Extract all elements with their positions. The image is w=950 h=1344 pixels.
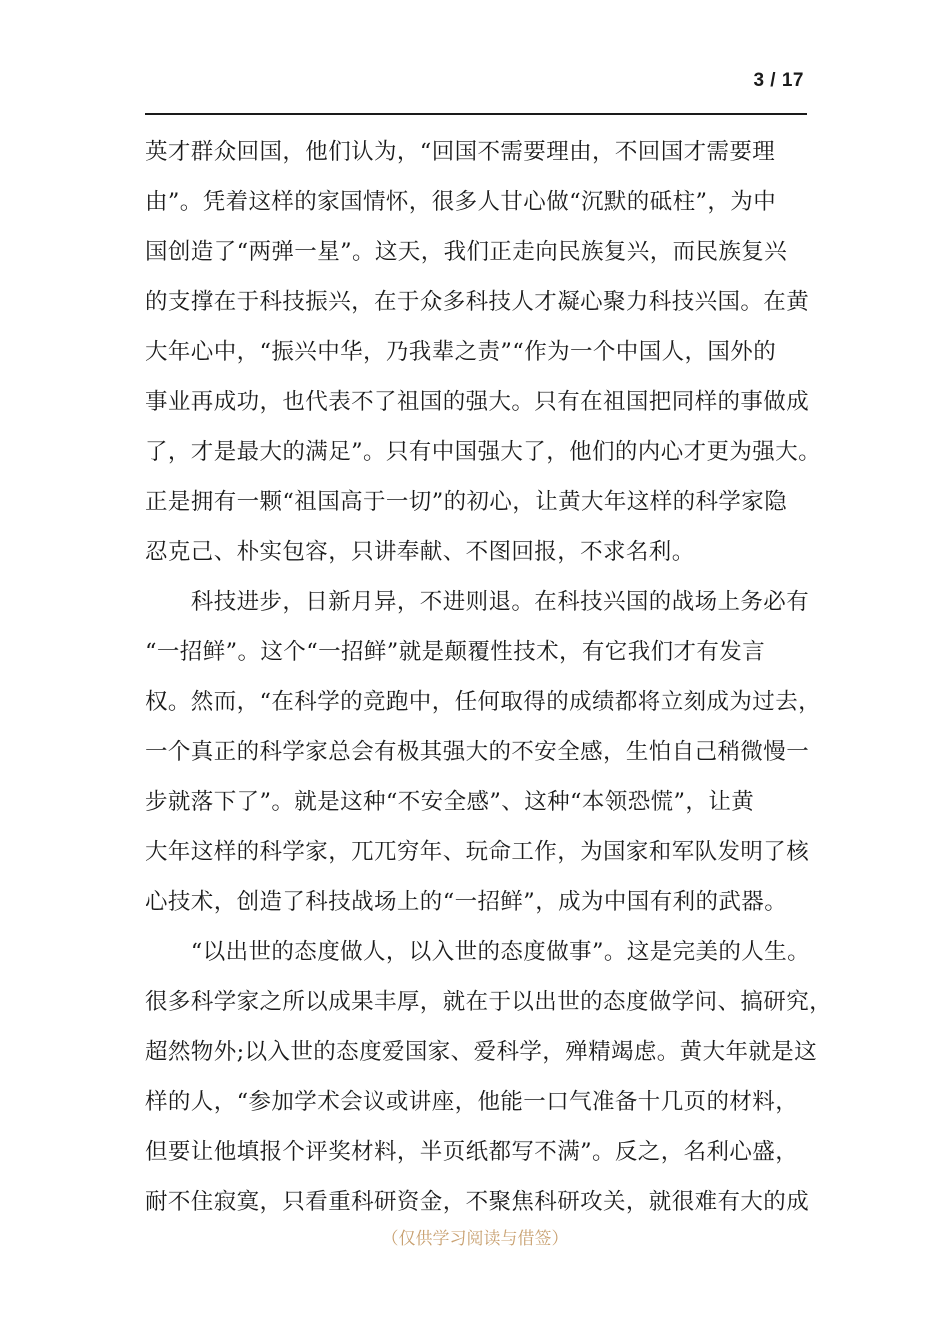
text-line: “以出世的态度做人，以入世的态度做事”。这是完美的人生。 <box>145 939 811 965</box>
page-number: 3 / 17 <box>753 70 804 91</box>
text-line: 心技术，创造了科技战场上的“一招鲜”，成为中国有利的武器。 <box>145 889 788 915</box>
text-line: 科技进步，日新月异，不进则退。在科技兴国的战场上务必有 <box>145 589 810 615</box>
text-line: 权。然而，“在科学的竞跑中，任何取得的成绩都将立刻成为过去， <box>145 689 822 715</box>
text-line: 超然物外;以入世的态度爱国家、爱科学，殚精竭虑。黄大年就是这 <box>145 1039 818 1065</box>
text-line: 步就落下了”。就是这种“不安全感”、这种“本领恐慌”，让黄 <box>145 789 755 815</box>
text-line: 一个真正的科学家总会有极其强大的不安全感，生怕自己稍微慢一 <box>145 739 810 765</box>
text-line: 忍克己、朴实包容，只讲奉献、不图回报，不求名利。 <box>145 539 695 565</box>
text-line: 国创造了“两弹一星”。这天，我们正走向民族复兴，而民族复兴 <box>145 239 788 265</box>
footer-note: （仅供学习阅读与借签） <box>381 1229 569 1249</box>
text-line: 了，才是最大的满足”。只有中国强大了，他们的内心才更为强大。 <box>145 439 822 465</box>
text-line: “一招鲜”。这个“一招鲜”就是颠覆性技术，有它我们才有发言 <box>145 639 766 665</box>
text-line: 样的人，“参加学术会议或讲座，他能一口气准备十几页的材料， <box>145 1089 799 1115</box>
header-divider <box>145 113 807 115</box>
text-line: 大年心中，“振兴中华，乃我辈之责”“作为一个中国人，国外的 <box>145 339 777 365</box>
text-line: 正是拥有一颗“祖国高于一切”的初心，让黄大年这样的科学家隐 <box>145 489 788 515</box>
text-line: 耐不住寂寞，只看重科研资金，不聚焦科研攻关，就很难有大的成 <box>145 1189 810 1215</box>
text-line: 很多科学家之所以成果丰厚，就在于以出世的态度做学问、搞研究， <box>145 989 833 1015</box>
text-line: 大年这样的科学家，兀兀穷年、玩命工作，为国家和军队发明了核 <box>145 839 810 865</box>
text-line: 事业再成功，也代表不了祖国的强大。只有在祖国把同样的事做成 <box>145 389 810 415</box>
text-line: 的支撑在于科技振兴，在于众多科技人才凝心聚力科技兴国。在黄 <box>145 289 810 315</box>
document-body <box>145 127 833 1227</box>
text-line: 英才群众回国，他们认为，“回国不需要理由，不回国才需要理 <box>145 139 776 165</box>
text-line: 由”。凭着这样的家国情怀，很多人甘心做“沉默的砥柱”，为中 <box>145 189 777 215</box>
text-line: 但要让他填报个评奖材料，半页纸都写不满”。反之，名利心盛， <box>145 1139 799 1165</box>
